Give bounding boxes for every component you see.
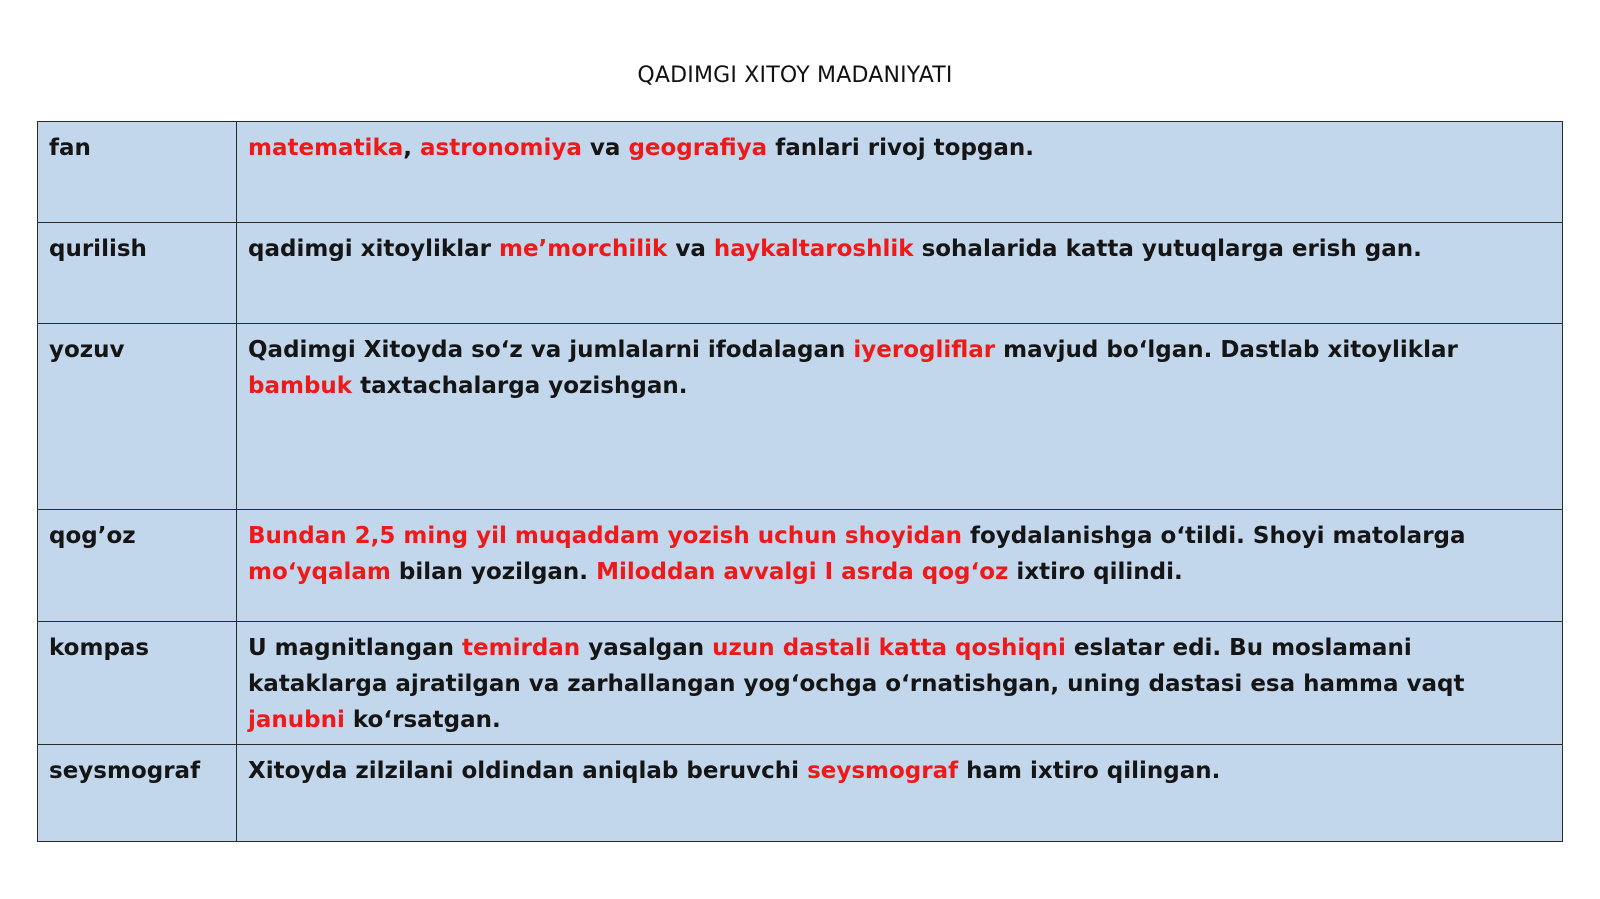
highlighted-term: astronomiya [420,135,582,161]
culture-table [37,121,1563,842]
description-text: eslatar edi. Bu moslamani kataklarga ajratilgan va zarhallangan yogʻochga oʻrnatishgan, uning dastasi esa hamma vaqt [248,635,1465,697]
highlighted-term: janubni [248,707,345,733]
topic-cell: qog’oz [38,510,237,622]
description-text: fanlari rivoj topgan. [767,135,1035,161]
table-row [38,223,1563,324]
description-cell [237,324,1563,510]
highlighted-term: Bundan 2,5 ming yil muqaddam yozish uchun shoyidan [248,523,962,549]
highlighted-term: matematika [248,135,404,161]
topic-cell: qurilish [38,223,237,324]
description-text: va [581,135,629,161]
description-text: Xitoyda zilzilani oldindan aniqlab beruvchi [248,758,808,784]
description-text: mavjud boʻlgan. Dastlab xitoyliklar [995,337,1458,363]
description-text: bilan yozilgan. [390,559,597,585]
highlighted-term: temirdan [462,635,581,661]
highlighted-term: me’morchilik [498,236,668,262]
slide-title: QADIMGI XITOY MADANIYATI [637,63,953,88]
highlighted-term: iyerogliflar [853,337,996,363]
description-text: , [403,135,421,161]
description-text: U magnitlangan [248,635,463,661]
description-text: yasalgan [580,635,713,661]
description-cell [237,745,1563,842]
highlighted-term: bambuk [248,373,353,399]
culture-table-body [38,122,1563,842]
highlighted-term: uzun dastali katta qoshiqni [712,635,1066,661]
topic-cell: kompas [38,622,237,745]
table-row [38,745,1563,842]
topic-cell: yozuv [38,324,237,510]
highlighted-term: geografiya [628,135,768,161]
description-text: taxtachalarga yozishgan. [352,373,688,399]
table-row [38,324,1563,510]
highlighted-term: moʻyqalam [248,559,391,585]
topic-cell: fan [38,122,237,223]
topic-cell: seysmograf [38,745,237,842]
description-text: ixtiro qilindi. [1008,559,1183,585]
description-cell [237,122,1563,223]
description-cell [237,223,1563,324]
table-row [38,622,1563,745]
highlighted-term: Miloddan avvalgi I asrda qogʻoz [596,559,1009,585]
table-row [38,122,1563,223]
description-cell [237,622,1563,745]
description-text: ham ixtiro qilingan. [958,758,1221,784]
description-text: sohalarida katta yutuqlarga erish gan. [913,236,1422,262]
highlighted-term: seysmograf [807,758,959,784]
highlighted-term: haykaltaroshlik [713,236,914,262]
description-cell [237,510,1563,622]
description-text: va [667,236,714,262]
description-text: qadimgi xitoyliklar [248,236,499,262]
description-text: koʻrsatgan. [344,707,501,733]
description-text: foydalanishga oʻtildi. Shoyi matolarga [961,523,1466,549]
table-row [38,510,1563,622]
description-text: Qadimgi Xitoyda soʻz va jumlalarni ifodalagan [248,337,854,363]
